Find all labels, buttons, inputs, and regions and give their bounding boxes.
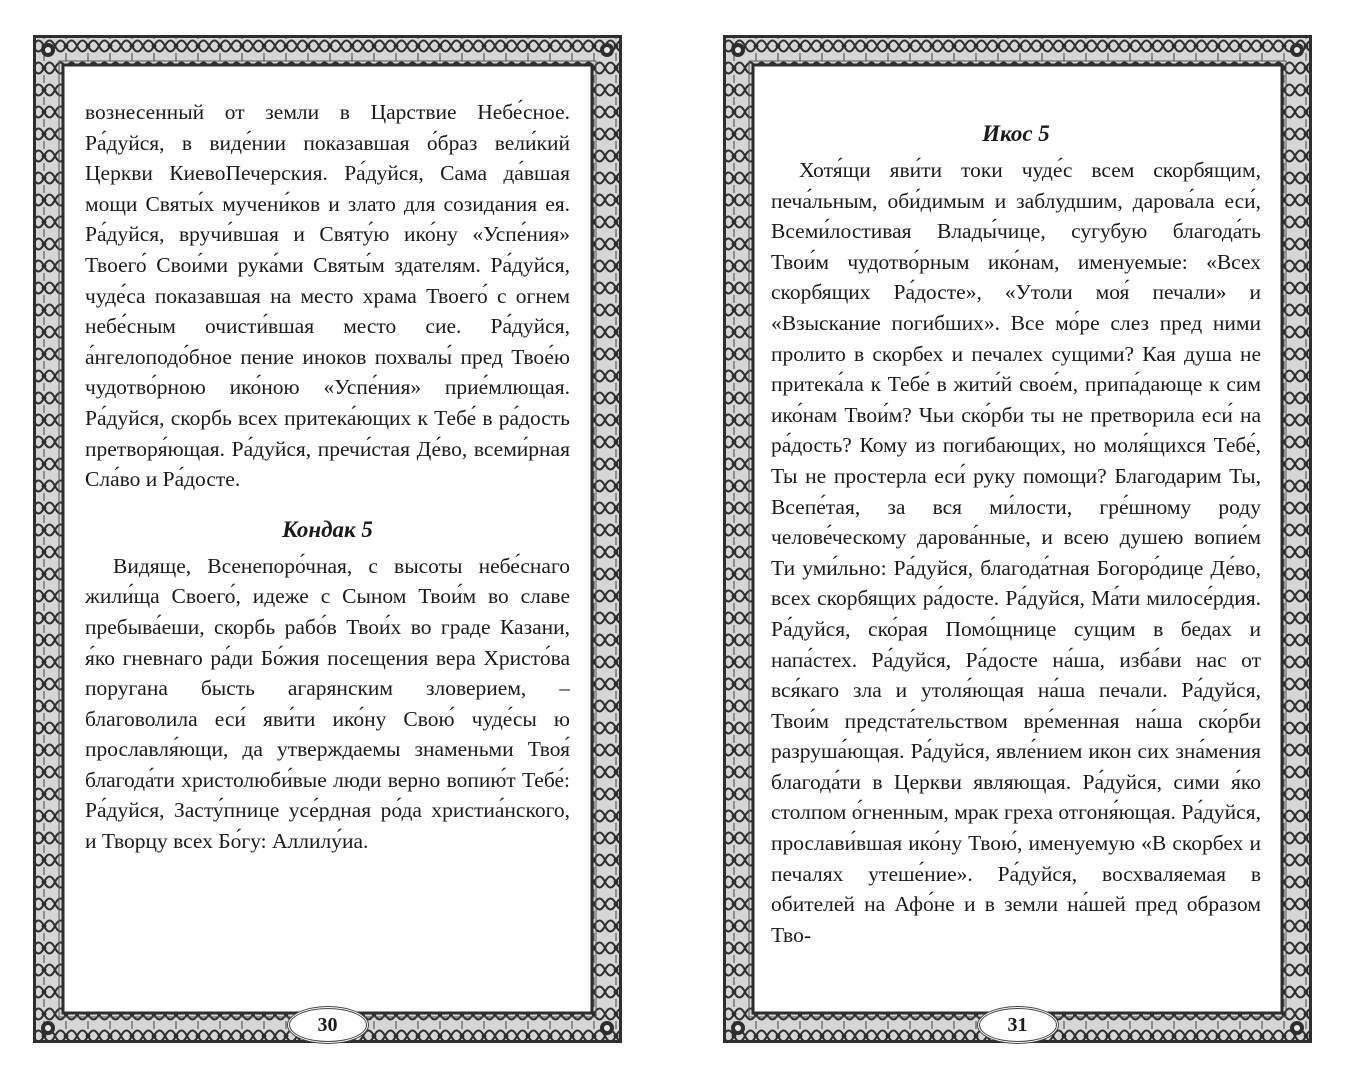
- stanza-title-kondak: Кондак 5: [282, 516, 373, 542]
- left-page: [33, 35, 622, 1043]
- paragraph-continued: вознесенный от земли в Царствие Небе́сное. Ра́дуйся, в виде́нии показавшая о́браз вели́кий Церкви КиевоПечерския. Ра́дуйся, Сама да́вшая мощи Святы́х мучени́ков и злато для созидания ея. Ра́дуйся, вручи́вшая и Святу́ю ико́ну «Успе́ния» Твоего́ Свои́ми рука́ми Святы́м здателям. Ра́дуйся, чуде́са показавшая на место храма Твоего́ с огнем небе́сным очисти́вшая место сие. Ра́дуйся, а́нгелоподо́бное пение иноков похвалы́ пред Твое́ю чудотво́рною ико́ною «Успе́ния» прие́млющая. Ра́дуйся, скорбь всех притека́ющих к Тебе́ в ра́дость претворя́ющая. Ра́дуйся, пречи́стая Де́во, всеми́рная Сла́во и Ра́достe.: [85, 100, 570, 492]
- page-number: 31: [977, 1006, 1059, 1044]
- paragraph-ikos: Хотя́щи яви́ти токи чуде́с всем скорбящим, печа́льным, оби́димым и заблудшим, дарова́ла еси́, Всеми́лостивая Влады́чице, сугубую благода́ть Твои́м чудотво́рным ико́нам, именуемые: «Всех скорбящих Ра́досте», «Утоли моя́ печали» и «Взыскание погибших». Все мо́ре слез пред ними пролито в скорбех и печалех сущими? Кая душа не притека́ла к Тебе́ в жити́й свое́м, припа́дающе к сим ико́нам Твои́м? Чьи ско́рби ты не претворила еси́ на ра́дость? Кому из погибающих, но моля́щихся Тебе́, Ты не простерла еси́ руку помощи? Благодарим Ты, Всепе́тая, за вся ми́лости, гре́шному роду челове́ческому дарова́нные, и всею душею вопие́м Ти уми́льно: Ра́дуйся, благода́тная Богоро́дице Де́во, всех скорбящих ра́досте. Ра́дуйся, Ма́ти милосе́рдия. Ра́дуйся, ско́рая Помо́щнице сущим в бедах и напа́стех. Ра́дуйся, Ра́досте на́ша, изба́ви нас от вся́каго зла и утоля́ющая на́ша печали. Ра́дуйся, Твои́м предста́тельством вре́менная на́ша ско́рби разруша́ющая. Ра́дуйся, явле́нием икон сих зна́мения благода́ти в Церкви являющая. Ра́дуйся, сими я́ко столпом о́гненным, мрак греха отгоня́ющая. Ра́дуйся, прослави́вшая ико́ну Твою́, именуемую «В скорбех и печалях утеше́ние». Ра́дуйся, восхваляемая в обителей на Афо́не и в земли на́шей пред образом Тво-: [771, 158, 1261, 947]
- stanza-title-ikos: Икос 5: [982, 121, 1050, 146]
- paragraph-kondak: Видяще, Всенепоро́чная, с высоты небе́снаго жили́ща Своего́, идеже с Сыном Твои́м во славе пребыва́еши, скорбь рабо́в Твои́х во граде Казани, я́ко гневнаго ра́ди Бо́жия посещения вера Христо́ва поругана бысть агарянским зловерием, – благоволила еси́ яви́ти ико́ну Свою́ чуде́сы ю прославля́ющи, да утверждаемы знаменьми Твоя́ благода́ти христолюби́вые люди верно вопию́т Тебе́: Ра́дуйся, Засту́пнице усе́рдная ро́да христиа́нского, и Творцу всех Бо́гу: Аллилу́иа.: [85, 553, 570, 854]
- page-text: [771, 117, 1261, 950]
- page-number: 30: [287, 1006, 369, 1044]
- right-page: [723, 35, 1312, 1043]
- page-text: [85, 97, 570, 857]
